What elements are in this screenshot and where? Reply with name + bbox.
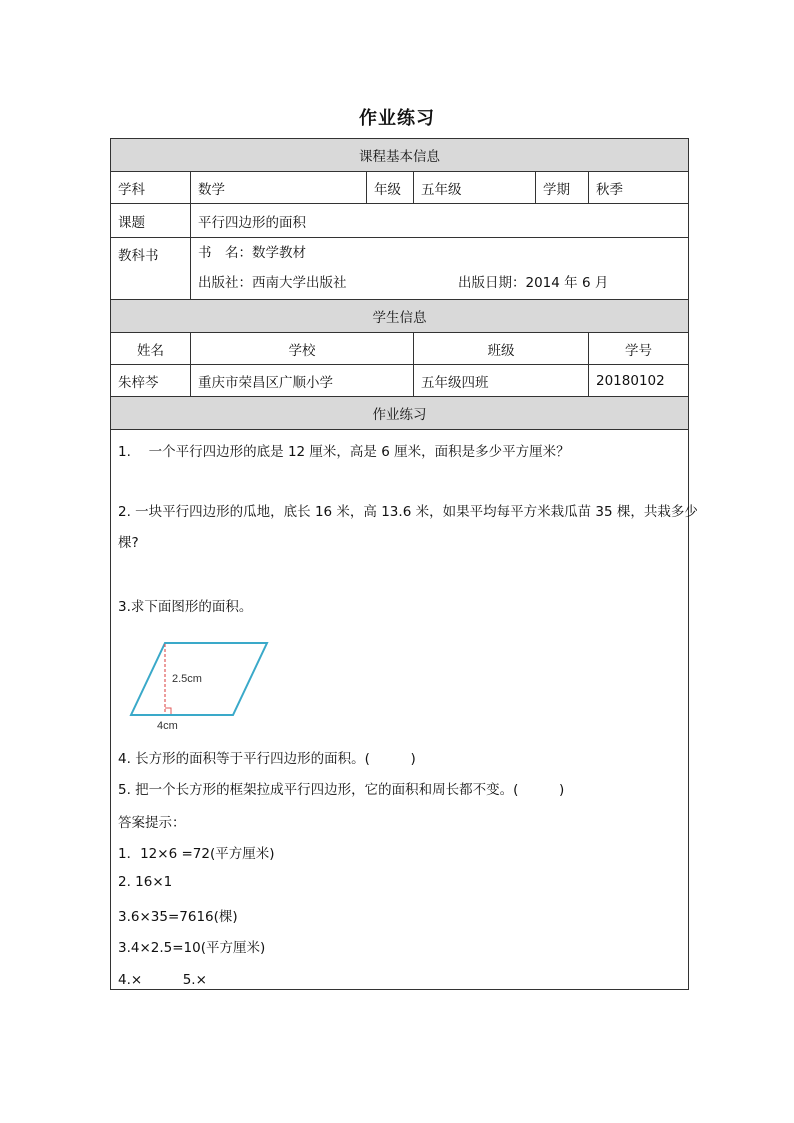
answer-4: 3.4×2.5=10(平方厘米) <box>118 940 266 956</box>
student-name: 朱梓芩 <box>111 365 191 397</box>
name-header: 姓名 <box>111 333 191 365</box>
answer-2: 2. 16×1 <box>118 874 173 890</box>
subject-label: 学科 <box>111 172 191 204</box>
term-label: 学期 <box>536 172 589 204</box>
publisher: 出版社：西南大学出版社 <box>198 275 347 291</box>
answer-heading: 答案提示： <box>118 815 186 831</box>
page-title: 作业练习 <box>359 108 435 129</box>
textbook-label: 教科书 <box>111 238 191 300</box>
student-id-header: 学号 <box>589 333 689 365</box>
publish-date: 出版日期：2014 年 6 月 <box>458 275 609 291</box>
grade-label: 年级 <box>367 172 414 204</box>
class-name: 五年级四班 <box>414 365 589 397</box>
question-1: 1. 一个平行四边形的底是 12 厘米，高是 6 厘米，面积是多少平方厘米？ <box>118 444 570 460</box>
answer-1: 1．12×6 =72(平方厘米) <box>118 846 275 862</box>
school-header: 学校 <box>191 333 414 365</box>
term-value: 秋季 <box>589 172 689 204</box>
answer-3: 3.6×35=7616(棵) <box>118 909 238 925</box>
question-5: 5. 把一个长方形的框架拉成平行四边形，它的面积和周长都不变。( ) <box>118 782 565 798</box>
grade-value: 五年级 <box>414 172 536 204</box>
school-name: 重庆市荣昌区广顺小学 <box>191 365 414 397</box>
class-header: 班级 <box>414 333 589 365</box>
right-angle-mark <box>165 708 171 714</box>
topic-label: 课题 <box>111 204 191 238</box>
height-label: 2.5cm <box>172 673 202 685</box>
question-2-line-1: 2. 一块平行四边形的瓜地，底长 16 米，高 13.6 米，如果平均每平方米栽瓜苗 35 棵，共栽多少 <box>118 504 698 520</box>
question-3: 3.求下面图形的面积。 <box>118 599 253 615</box>
exercises-body <box>111 430 698 990</box>
book-name: 书 名：数学教材 <box>198 245 306 261</box>
homework-form <box>110 138 698 990</box>
course-info-header: 课程基本信息 <box>111 139 689 172</box>
exercises-header: 作业练习 <box>111 397 689 430</box>
student-info-header: 学生信息 <box>111 300 689 333</box>
subject-value: 数学 <box>191 172 367 204</box>
textbook-info <box>191 238 689 300</box>
answer-5: 4.× 5.× <box>118 972 207 988</box>
question-4: 4. 长方形的面积等于平行四边形的面积。( ) <box>118 751 416 767</box>
base-label: 4cm <box>157 720 178 732</box>
parallelogram-figure <box>127 627 287 737</box>
question-2-line-2: 棵? <box>118 535 139 551</box>
student-id: 20180102 <box>589 365 689 397</box>
topic-value: 平行四边形的面积 <box>191 204 689 238</box>
